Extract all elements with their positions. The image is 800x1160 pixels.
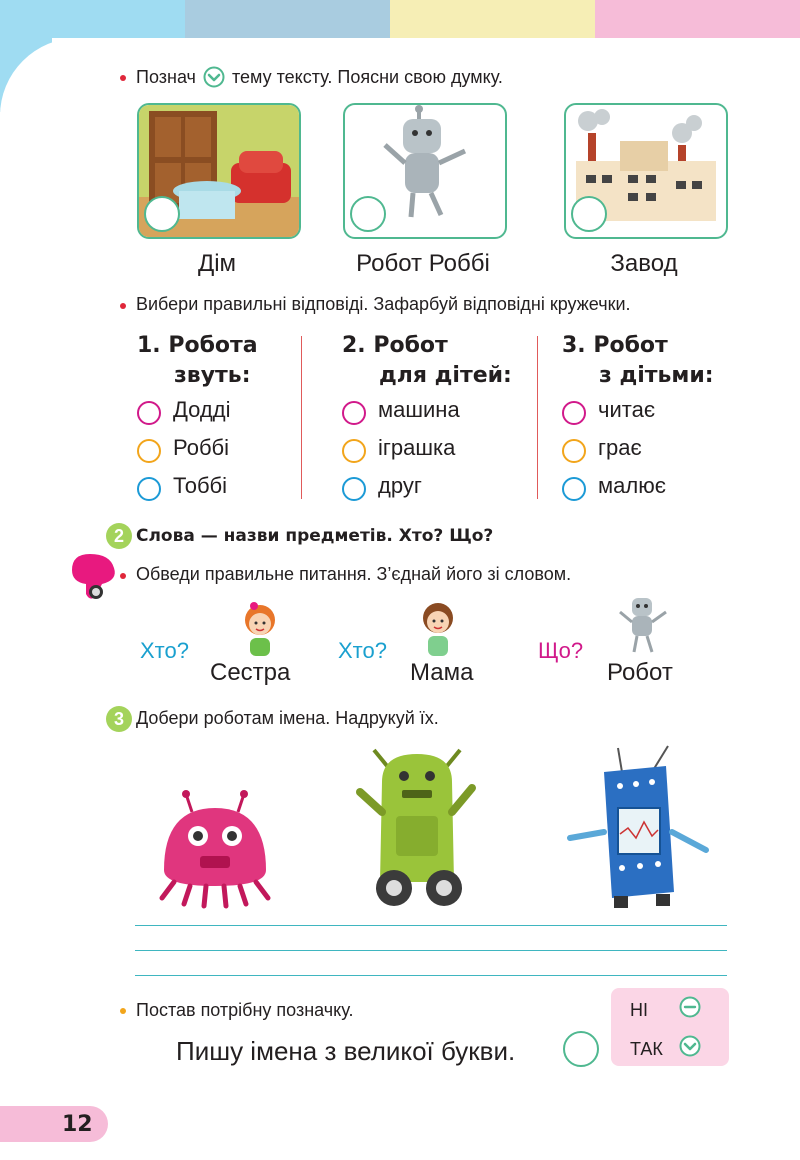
final-statement: Пишу імена з великої букви. <box>176 1036 516 1066</box>
answer-circle-pink[interactable] <box>137 401 161 425</box>
answer-label: друг <box>378 473 422 498</box>
question-2-title <box>342 331 512 391</box>
exercise-number: 3 <box>106 706 132 732</box>
answer-label: іграшка <box>378 435 456 460</box>
word-robot[interactable]: Робот <box>607 659 673 686</box>
answer-circle-pink[interactable] <box>342 401 366 425</box>
answer-circle-blue[interactable] <box>137 477 161 501</box>
green-robot-picture <box>352 742 482 912</box>
instruction-after: тему тексту. Поясни свою думку. <box>231 67 503 87</box>
question-title-line1: 1. Робота <box>137 333 258 358</box>
answer-label: машина <box>378 397 460 422</box>
question-who-2[interactable]: Хто? <box>338 638 387 663</box>
question-who-1[interactable]: Хто? <box>140 638 189 663</box>
answer-mark-circle[interactable] <box>144 196 180 232</box>
check-circle-icon <box>203 66 225 88</box>
robot-robby-picture <box>343 103 507 239</box>
header-band-4 <box>595 0 800 38</box>
bullet <box>120 573 126 579</box>
task1-instruction <box>136 66 503 88</box>
answer-circle-orange[interactable] <box>342 439 366 463</box>
writing-line[interactable] <box>135 975 727 976</box>
answer-label: малює <box>598 473 666 498</box>
exercise3-instruction: Добери роботам імена. Надрукуй їх. <box>136 708 439 728</box>
word-mom[interactable]: Мама <box>410 659 474 686</box>
option-caption-home: Дім <box>197 250 237 277</box>
answer-circle-blue[interactable] <box>342 477 366 501</box>
instruction-before: Познач <box>136 67 196 87</box>
column-divider <box>537 336 538 499</box>
writing-line[interactable] <box>135 950 727 951</box>
question-3-title <box>562 331 714 391</box>
legend-box <box>611 988 729 1066</box>
final-answer-circle[interactable] <box>563 1031 599 1067</box>
question-what[interactable]: Що? <box>538 638 584 663</box>
bullet <box>120 1008 126 1014</box>
answer-label: Роббі <box>173 435 230 460</box>
answer-circle-blue[interactable] <box>562 477 586 501</box>
legend-yes-label: ТАК <box>630 1039 663 1059</box>
answer-label: читає <box>598 397 656 422</box>
header-band-3 <box>390 0 595 38</box>
exercise-number: 2 <box>106 523 132 549</box>
room-furniture-picture <box>137 103 301 239</box>
factory-picture <box>564 103 728 239</box>
question-title-line2: з дітьми: <box>599 363 714 388</box>
question-title-line1: 3. Робот <box>562 333 668 358</box>
final-instruction: Постав потрібну позначку. <box>136 1000 354 1020</box>
question-title-line1: 2. Робот <box>342 333 448 358</box>
option-caption-robot: Робот Роббі <box>356 250 490 277</box>
girl-sister-picture <box>238 600 282 658</box>
page-number: 12 <box>62 1112 93 1137</box>
answer-label: Додді <box>173 397 231 422</box>
column-divider <box>301 336 302 499</box>
bullet <box>120 303 126 309</box>
robot-small-picture <box>612 592 672 656</box>
exercise2-heading: Слова — назви предметів. Хто? Що? <box>136 526 494 546</box>
check-circle-icon <box>679 1035 701 1057</box>
header-band-2 <box>185 0 390 38</box>
task2-instruction: Вибери правильні відповіді. Зафарбуй відповідні кружечки. <box>136 294 631 314</box>
question-1-title <box>137 331 258 391</box>
option-caption-factory: Завод <box>610 250 678 277</box>
answer-label: Тоббі <box>173 473 228 498</box>
pink-robot-picture <box>150 790 280 914</box>
pink-pointing-hand-icon <box>66 550 122 604</box>
writing-line[interactable] <box>135 925 727 926</box>
answer-circle-orange[interactable] <box>137 439 161 463</box>
question-title-line2: для дітей: <box>379 363 512 388</box>
exercise2-instruction: Обведи правильне питання. З’єднай його зі словом. <box>136 564 572 584</box>
woman-mother-picture <box>416 598 460 658</box>
legend-no-label: НІ <box>630 1000 648 1020</box>
answer-label: грає <box>598 435 642 460</box>
bullet <box>120 75 126 81</box>
answer-circle-pink[interactable] <box>562 401 586 425</box>
answer-circle-orange[interactable] <box>562 439 586 463</box>
minus-circle-icon <box>679 996 701 1018</box>
question-title-line2: звуть: <box>174 363 251 388</box>
answer-mark-circle[interactable] <box>571 196 607 232</box>
blue-robot-picture <box>556 742 716 912</box>
answer-mark-circle[interactable] <box>350 196 386 232</box>
word-sister[interactable]: Сестра <box>210 659 291 686</box>
